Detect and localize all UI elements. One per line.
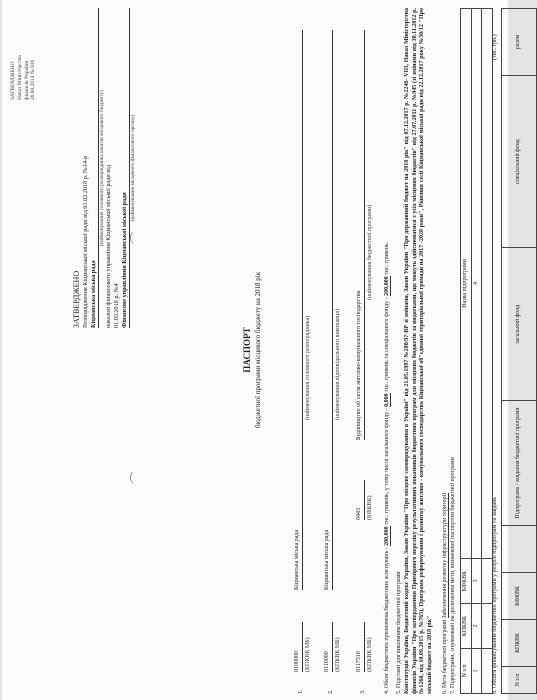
approved-label: ЗАТВЕРДЖЕНО (72, 270, 81, 328)
financing-table: N з/п КПКВК КФКВК Підпрограма / завдання бюджетної програми загальний фонд спеціальний фонд разом (501, 8, 537, 694)
document-title: ПАСПОРТ (242, 327, 252, 373)
approval-block: ЗАТВЕРДЖЕНО Розпорядження Кіцманської міської ради від 01.02.2018 р. №14-р Кіцманська міська рада (найменування головного розпорядника коштів місцевого бюджету) наказом фінансового управління Кіцманської міської ради від 01.02.2018 р. №4 Фінансове управління Кіцманської міської ради (найменування місцевого фінансового органу) (72, 8, 136, 328)
budget-volume-text: 4. Обсяг бюджетних призначень/бюджетних асигнувань - 200,000 тис. гривень, у тому числі загального фонду - 0,000 тис. гривень та спеціального фонду - 200,000 тис. гривень. (384, 241, 390, 694)
document-subtitle: бюджетної програми місцевого бюджету на 2018 рік (254, 271, 262, 429)
subprogram-table: N з/п КПКВК КФКВК Назва підпрограми 1 2 3 4 (460, 8, 493, 694)
decree-ref: ЗАТВЕРДЖЕНО Наказ Міністерства фінансів України 26.08.2014 № 836 (10, 55, 37, 100)
rotated-document: ЗАТВЕРДЖЕНО Наказ Міністерства фінансів України 26.08.2014 № 836 ЗАТВЕРДЖЕНО Розпорядження Кіцманської міської ради від 01.02.2018 р. №14-р Кіцманська міська рада (найменування головного розпорядника коштів місцевого бюджету) наказом фінансового управління Кіцманської міської ради від 01.02.2018 р. №4 Фінансове управління Кіцманської міської ради (найменування місцевого фінансового органу) ПАСПОРТ бюджетної програми місцевого бюджету на 2018 рік 1. 0100000 Кіцманська міська рада (КПКВК МБ) (найменування головного розпорядника) 2. 0110000 Кіцманська міська рада (КПКВК МБ) (найменування відповідального виконавця) 3. 0117310 0443 Будівництво об`єктів житлово-комунального господарства (КПКВК МБ) (КФКВК) (найменування бюджетної програми) 4. Обсяг бюджетних призначень/бюджетних асигнувань - 200,000 тис. гривень, у тому числі загального фонду - 0,000 тис. гривень та спеціального фонду - 200,000 тис. гривень. 5. Підстави для виконання бюджетної програми Конституція України, Бюджетний кодекс України, Закон України "Про місцеве самоврядування в Україні" від 21.05.1997 №280/97-ВР зі змінами, Закон України "Про державний бюджет на 2018 рік" від 07.12.2017 р. №2246- VIII, Наказ Міністерства фінансів України "Про затвердження Примірного переліку результативних показників бюджетних програм для місцевих бюджетів за видатками, що можуть здійснюватися з усіх місцевих бюджетів" від 27.07.2011 р. №945 (зі змінами від 30.11.2012 р. №1260, від 10.09.2015 р. №765), Програма реформування і розвитку житлово - комунального господарства Кіцманської об"єднаної територіальної громади на 2017 -2020 роки", Рішення сесії Кіцманської міської ради від 22.12.2017 року №30/12 "Про міський бюджет на 2018 рік" 6. Мета бюджетної програми Забезпечення розвитку інфраструктури території 7. Підпрограми, спрямовані на досягнення мети, визначеної паспортом бюджетної програми N з/п КПКВК КФКВК Назва підпрограми 1 2 3 4 8. Обсяги фінансування бюджетної програми у розрізі підпрограм та завдань (тис. грн.) N з/п КПКВК КФКВК Підпрограма / завдання бюджетної програми загальний фонд спеціальний фонд разом (2, 0, 508, 700)
program-goal: 6. Мета бюджетної програми Забезпечення розвитку інфраструктури території (442, 492, 448, 694)
scanned-page (2, 0, 522, 700)
legal-basis-text: Конституція України, Бюджетний кодекс України, Закон України "Про місцеве самоврядування в Україні" від 21.05.1997 №280/97-ВР зі змінами, Закон України "Про державний бюджет на 2018 рік" від 07.12.2017 р. №2246- VIII, Наказ Міністерства фінансів України "Про затвердження Примірного переліку результативних показників бюджетних програм для місцевих бюджетів за видатками, що можуть здійснюватися з усіх місцевих бюджетів" від 27.07.2011 р. №945 (зі змінами від 30.11.2012 р. №1260, від 10.09.2015 р. №765), Програма реформування і розвитку житлово - комунального господарства Кіцманської об"єднаної територіальної громади на 2017 -2020 роки", Рішення сесії Кіцманської міської ради від 22.12.2017 року №30/12 "Про міський бюджет на 2018 рік" (404, 8, 433, 694)
